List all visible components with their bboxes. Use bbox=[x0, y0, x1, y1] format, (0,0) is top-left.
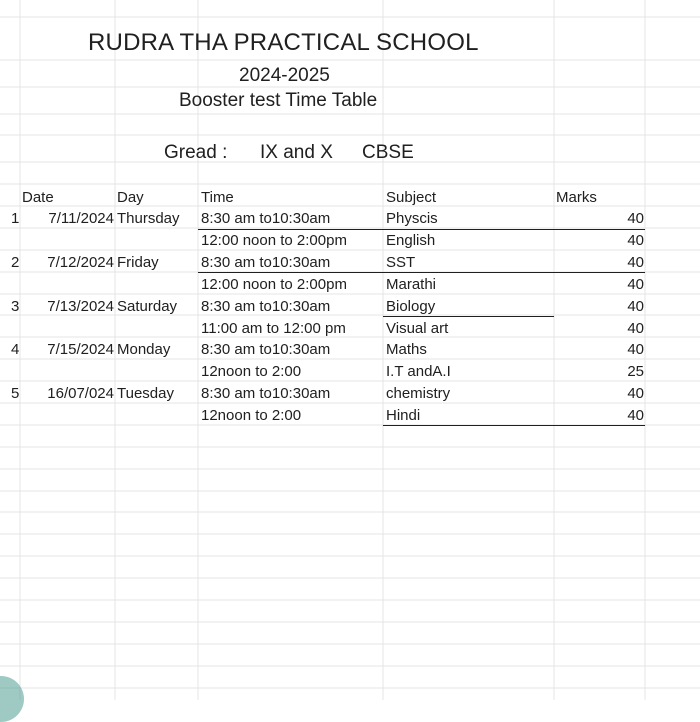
subject-cell: Hindi bbox=[386, 407, 421, 424]
time-cell: 8:30 am to10:30am bbox=[201, 254, 331, 271]
marks-cell: 40 bbox=[627, 210, 644, 227]
marks-cell: 40 bbox=[627, 254, 644, 271]
column-header-date: Date bbox=[22, 189, 54, 206]
marks-cell: 40 bbox=[627, 385, 644, 402]
subject-cell: SST bbox=[386, 254, 416, 271]
marks-cell: 40 bbox=[627, 407, 644, 424]
time-cell: 11:00 am to 12:00 pm bbox=[201, 320, 346, 337]
subject-cell: Visual art bbox=[386, 320, 449, 337]
board-name: CBSE bbox=[362, 142, 414, 163]
subject-cell: Maths bbox=[386, 341, 427, 358]
grade-value: IX and X bbox=[260, 142, 333, 163]
subject-cell: English bbox=[386, 232, 436, 249]
grade-label: Gread : bbox=[164, 142, 228, 163]
date-cell: 16/07/024 bbox=[47, 385, 114, 402]
marks-cell: 40 bbox=[627, 276, 644, 293]
marks-cell: 40 bbox=[627, 341, 644, 358]
time-cell: 12:00 noon to 2:00pm bbox=[201, 276, 347, 293]
marks-cell: 40 bbox=[627, 232, 644, 249]
subject-cell: chemistry bbox=[386, 385, 451, 402]
day-cell: Saturday bbox=[117, 298, 178, 315]
row-number: 2 bbox=[11, 254, 20, 271]
day-cell: Monday bbox=[117, 341, 171, 358]
row-number: 1 bbox=[11, 210, 20, 227]
marks-cell: 40 bbox=[627, 320, 644, 337]
table-subtitle: Booster test Time Table bbox=[179, 90, 378, 111]
date-cell: 7/13/2024 bbox=[47, 298, 114, 315]
cell-border bbox=[198, 229, 645, 230]
school-name: RUDRA THA PRACTICAL SCHOOL bbox=[88, 29, 479, 56]
column-header-subject: Subject bbox=[386, 189, 437, 206]
time-cell: 12noon to 2:00 bbox=[201, 407, 302, 424]
cell-border bbox=[198, 272, 645, 273]
time-cell: 12:00 noon to 2:00pm bbox=[201, 232, 347, 249]
cell-border bbox=[383, 316, 554, 317]
academic-year: 2024-2025 bbox=[239, 65, 330, 86]
row-number: 3 bbox=[11, 298, 20, 315]
date-cell: 7/12/2024 bbox=[47, 254, 114, 271]
time-cell: 8:30 am to10:30am bbox=[201, 341, 331, 358]
row-number: 4 bbox=[11, 341, 20, 358]
cell-border bbox=[383, 425, 645, 426]
time-cell: 8:30 am to10:30am bbox=[201, 298, 331, 315]
day-cell: Tuesday bbox=[117, 385, 174, 402]
time-cell: 8:30 am to10:30am bbox=[201, 210, 331, 227]
row-number: 5 bbox=[11, 385, 20, 402]
column-header-time: Time bbox=[201, 189, 234, 206]
subject-cell: Physcis bbox=[386, 210, 438, 227]
subject-cell: Biology bbox=[386, 298, 436, 315]
subject-cell: Marathi bbox=[386, 276, 437, 293]
time-cell: 12noon to 2:00 bbox=[201, 363, 302, 380]
date-cell: 7/11/2024 bbox=[48, 210, 114, 227]
column-header-day: Day bbox=[117, 189, 144, 206]
date-cell: 7/15/2024 bbox=[47, 341, 114, 358]
day-cell: Friday bbox=[117, 254, 159, 271]
marks-cell: 25 bbox=[627, 363, 644, 380]
day-cell: Thursday bbox=[117, 210, 180, 227]
subject-cell: I.T andA.I bbox=[386, 363, 451, 380]
marks-cell: 40 bbox=[627, 298, 644, 315]
column-header-marks: Marks bbox=[556, 189, 597, 206]
time-cell: 8:30 am to10:30am bbox=[201, 385, 331, 402]
